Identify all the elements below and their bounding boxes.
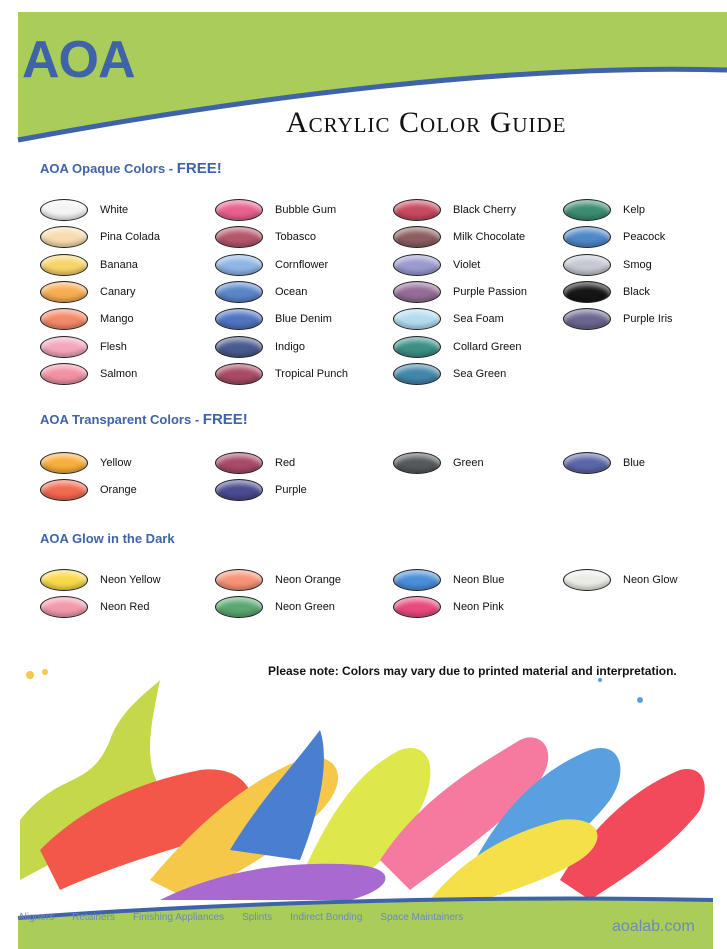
color-swatch-item: [393, 198, 516, 222]
color-name-label: Neon Pink: [453, 601, 504, 614]
section-title-text: AOA Transparent Colors -: [40, 412, 203, 427]
color-name-label: Flesh: [100, 340, 127, 353]
color-name-label: Neon Yellow: [100, 574, 161, 586]
color-swatch-item: [563, 198, 645, 222]
color-swatch-oval: [563, 569, 611, 591]
color-name-label: Sea Green: [453, 367, 507, 380]
color-name-label: Neon Red: [100, 601, 150, 614]
color-name-label: Neon Glow: [623, 574, 678, 586]
color-name-label: Black: [623, 285, 650, 298]
color-swatch-oval: [40, 479, 88, 501]
free-badge: FREE!: [202, 411, 248, 428]
section-title-text: AOA Opaque Colors -: [40, 161, 177, 176]
section-title-text: AOA Glow in the Dark: [40, 531, 175, 546]
color-swatch-oval: [215, 479, 263, 501]
color-swatch-oval: [393, 363, 441, 385]
color-swatch-oval: [215, 281, 263, 303]
color-swatch-oval: [40, 281, 88, 303]
color-swatch-oval: [215, 254, 263, 276]
color-swatch-oval: [563, 254, 611, 276]
color-swatch-item: [40, 280, 135, 304]
color-swatch-oval: [215, 452, 263, 474]
color-name-label: Blue: [623, 457, 646, 469]
color-swatch-oval: [393, 452, 441, 474]
section-title: [40, 531, 175, 546]
footer-link-finishing-appliances[interactable]: Finishing Appliances: [132, 912, 225, 923]
color-swatch-oval: [563, 199, 611, 221]
color-swatch-oval: [393, 281, 441, 303]
color-name-label: Purple: [275, 484, 307, 497]
color-name-label: Collard Green: [453, 340, 522, 353]
color-swatch-oval: [40, 254, 88, 276]
footer-link-space-maintainers[interactable]: Space Maintainers: [380, 912, 464, 923]
color-swatch-item: [563, 451, 645, 475]
color-swatch-item: [393, 568, 504, 592]
color-name-label: Pina Colada: [100, 231, 160, 244]
color-swatch-item: [40, 451, 131, 475]
color-name-label: Yellow: [100, 457, 132, 469]
color-name-label: Bubble Gum: [275, 204, 337, 216]
color-name-label: Mango: [100, 313, 134, 326]
color-swatch-item: [215, 198, 336, 222]
color-swatch-item: [40, 225, 160, 249]
section-title: [40, 411, 248, 428]
color-name-label: Orange: [100, 484, 137, 497]
color-swatch-item: [563, 225, 665, 249]
color-name-label: Green: [453, 457, 484, 469]
free-badge: FREE!: [176, 160, 222, 177]
color-swatch-item: [393, 307, 504, 331]
color-name-label: Red: [275, 457, 296, 469]
color-name-label: Tobasco: [275, 231, 316, 244]
color-name-label: Neon Blue: [453, 574, 505, 586]
color-name-label: Cornflower: [275, 258, 329, 271]
color-name-label: Indigo: [275, 340, 305, 353]
color-swatch-item: [393, 595, 504, 619]
color-swatch-item: [393, 451, 484, 475]
footer-link-retainers[interactable]: Retainers: [72, 912, 115, 923]
color-swatch-oval: [40, 226, 88, 248]
color-name-label: Salmon: [100, 367, 138, 380]
color-swatch-item: [40, 198, 128, 222]
color-swatch-oval: [40, 569, 88, 591]
color-swatch-oval: [215, 308, 263, 330]
color-name-label: Banana: [100, 258, 138, 271]
color-swatch-item: [563, 280, 650, 304]
color-swatch-oval: [40, 596, 88, 618]
color-swatch-item: [393, 280, 527, 304]
footer-link-aligners[interactable]: Aligners: [18, 912, 55, 923]
color-name-label: Smog: [623, 258, 652, 271]
footer-link-indirect-bonding[interactable]: Indirect Bonding: [290, 912, 363, 923]
color-swatch-item: [40, 595, 150, 619]
color-swatch-oval: [393, 569, 441, 591]
color-name-label: Milk Chocolate: [453, 231, 526, 244]
color-swatch-item: [563, 307, 673, 331]
color-name-label: Canary: [100, 285, 136, 298]
color-swatch-oval: [563, 452, 611, 474]
color-swatch-item: [40, 478, 137, 502]
color-swatch-item: [215, 478, 307, 502]
color-swatch-item: [393, 362, 506, 386]
color-swatch-oval: [215, 226, 263, 248]
section-title: [40, 160, 222, 177]
color-swatch-item: [563, 253, 652, 277]
color-swatch-oval: [215, 596, 263, 618]
color-swatch-item: [40, 307, 134, 331]
color-swatch-oval: [563, 281, 611, 303]
color-swatch-oval: [215, 363, 263, 385]
color-swatch-item: [563, 568, 677, 592]
color-swatch-item: [40, 335, 127, 359]
color-swatch-item: [215, 568, 341, 592]
color-swatch-oval: [40, 336, 88, 358]
color-swatch-item: [215, 451, 295, 475]
color-swatch-oval: [393, 199, 441, 221]
color-swatch-item: [393, 335, 521, 359]
color-name-label: Neon Green: [275, 601, 335, 614]
color-name-label: Neon Orange: [275, 574, 342, 586]
color-name-label: Purple Passion: [453, 285, 527, 298]
color-name-label: Sea Foam: [453, 313, 504, 326]
footer-links: [18, 912, 463, 923]
color-name-label: Purple Iris: [623, 313, 673, 326]
page-title: Acrylic Color Guide: [286, 106, 567, 139]
color-swatch-item: [215, 225, 316, 249]
color-swatch-item: [215, 362, 348, 386]
color-swatch-item: [40, 568, 161, 592]
color-swatch-oval: [393, 336, 441, 358]
color-swatch-oval: [40, 308, 88, 330]
aoa-logo: AOA: [22, 31, 135, 89]
footer-link-splints[interactable]: Splints: [242, 912, 273, 923]
color-swatch-item: [215, 253, 328, 277]
color-name-label: White: [100, 204, 129, 216]
color-swatch-oval: [393, 596, 441, 618]
color-swatch-oval: [393, 254, 441, 276]
color-name-label: Violet: [453, 258, 481, 271]
color-swatch-oval: [215, 336, 263, 358]
color-name-label: Peacock: [623, 231, 666, 244]
paint-splash-image: [0, 650, 727, 949]
color-disclaimer-note: Please note: Colors may vary due to printed material and interpretation.: [268, 664, 677, 678]
color-swatch-item: [215, 307, 332, 331]
color-name-label: Kelp: [623, 204, 646, 216]
color-swatch-item: [215, 335, 305, 359]
color-name-label: Black Cherry: [453, 204, 516, 216]
footer-website[interactable]: aoalab.com: [612, 918, 695, 935]
color-swatch-oval: [215, 569, 263, 591]
color-swatch-oval: [40, 199, 88, 221]
color-swatch-item: [40, 253, 138, 277]
color-swatch-oval: [393, 226, 441, 248]
color-swatch-oval: [40, 452, 88, 474]
color-name-label: Tropical Punch: [275, 367, 348, 380]
color-swatch-item: [393, 253, 480, 277]
color-swatch-item: [215, 280, 307, 304]
color-name-label: Ocean: [275, 285, 308, 298]
color-swatch-oval: [563, 308, 611, 330]
color-swatch-oval: [393, 308, 441, 330]
color-swatch-oval: [563, 226, 611, 248]
color-swatch-oval: [215, 199, 263, 221]
color-swatch-oval: [40, 363, 88, 385]
color-swatch-item: [215, 595, 335, 619]
color-swatch-item: [393, 225, 525, 249]
color-swatch-item: [40, 362, 137, 386]
color-name-label: Blue Denim: [275, 313, 332, 326]
